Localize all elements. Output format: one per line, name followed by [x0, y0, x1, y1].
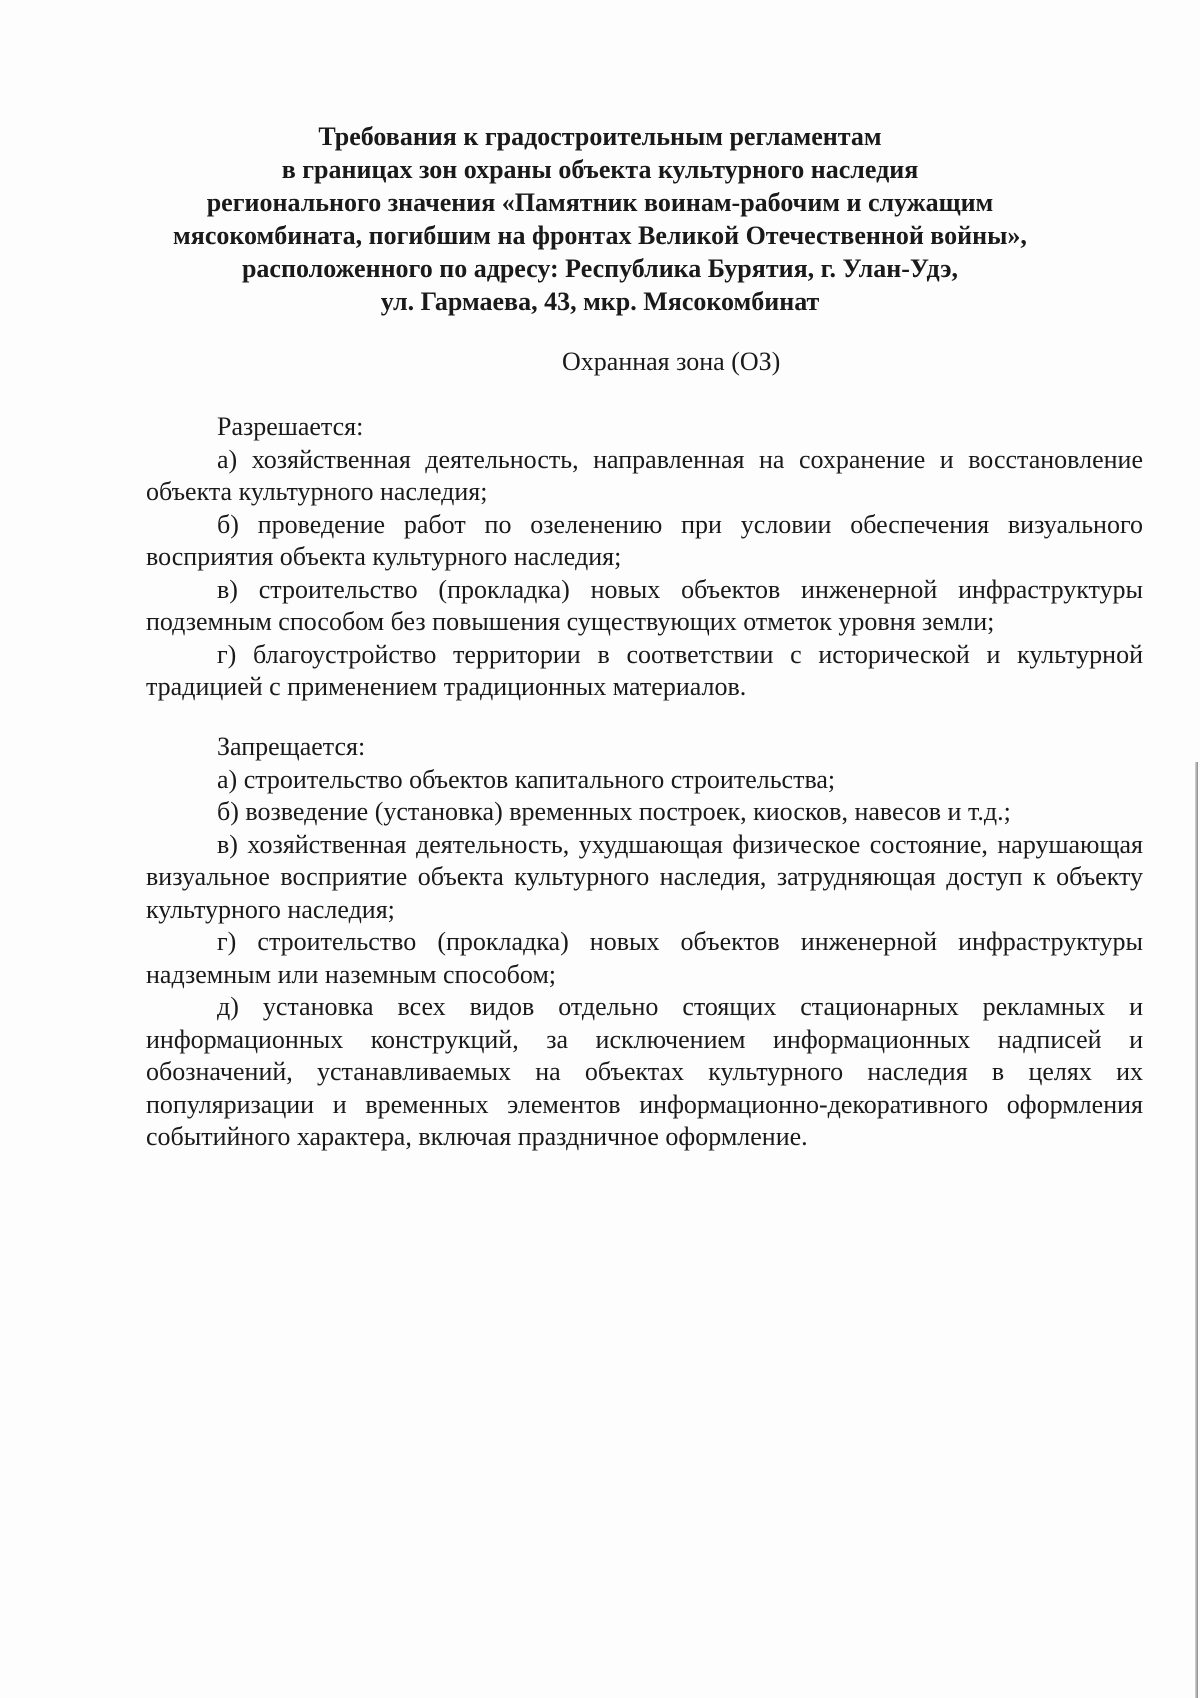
forbidden-list [146, 764, 1143, 1154]
allowed-list [146, 444, 1143, 704]
allowed-item: а) хозяйственная деятельность, направленная на сохранение и восстановление объекта культурного наследия; [146, 444, 1143, 506]
forbidden-label: Запрещается: [217, 732, 366, 761]
forbidden-section [146, 731, 1143, 1154]
forbidden-item: в) хозяйственная деятельность, ухудшающая физическое состояние, нарушающая визуальное восприятие объекта культурного наследия, затрудняющая доступ к объекту культурного наследия; [146, 829, 1143, 924]
allowed-section [146, 411, 1143, 704]
allowed-item: г) благоустройство территории в соответствии с исторической и культурной традицией с применением традиционных материалов. [146, 639, 1143, 701]
title-line: расположенного по адресу: Республика Бурятия, г. Улан-Удэ, [241, 254, 959, 283]
forbidden-item: б) возведение (установка) временных построек, киосков, навесов и т.д.; [217, 797, 1011, 826]
allowed-label: Разрешается: [217, 412, 364, 441]
title-line: Требования к градостроительным регламентам [318, 122, 882, 151]
forbidden-item: а) строительство объектов капитального строительства; [217, 764, 836, 794]
title-line: ул. Гармаева, 43, мкр. Мясокомбинат [380, 287, 820, 316]
title-line: мясокомбината, погибшим на фронтах Великой Отечественной войны», [173, 221, 1027, 250]
forbidden-item: д) установка всех видов отдельно стоящих стационарных рекламных и информационных конструкций, за исключением информационных надписей и обозначений, устанавливаемых на объектах культурного наследия в целях их популяризации и временных элементов информационно-декоративного оформления событийного характера, включая праздничное оформление. [146, 992, 1143, 1151]
scan-edge-shadow [1195, 762, 1198, 1698]
forbidden-item: г) строительство (прокладка) новых объектов инженерной инфраструктуры надземным или наземным способом; [146, 927, 1143, 989]
document-title [140, 120, 1060, 318]
allowed-item: в) строительство (прокладка) новых объектов инженерной инфраструктуры подземным способом без повышения существующих отметок уровня земли; [146, 574, 1143, 636]
title-line: регионального значения «Памятник воинам-рабочим и служащим [206, 188, 994, 217]
title-line: в границах зон охраны объекта культурного наследия [281, 155, 919, 184]
allowed-item: б) проведение работ по озеленению при условии обеспечения визуального восприятия объекта культурного наследия; [146, 509, 1143, 571]
zone-heading: Охранная зона (ОЗ) [562, 347, 781, 376]
